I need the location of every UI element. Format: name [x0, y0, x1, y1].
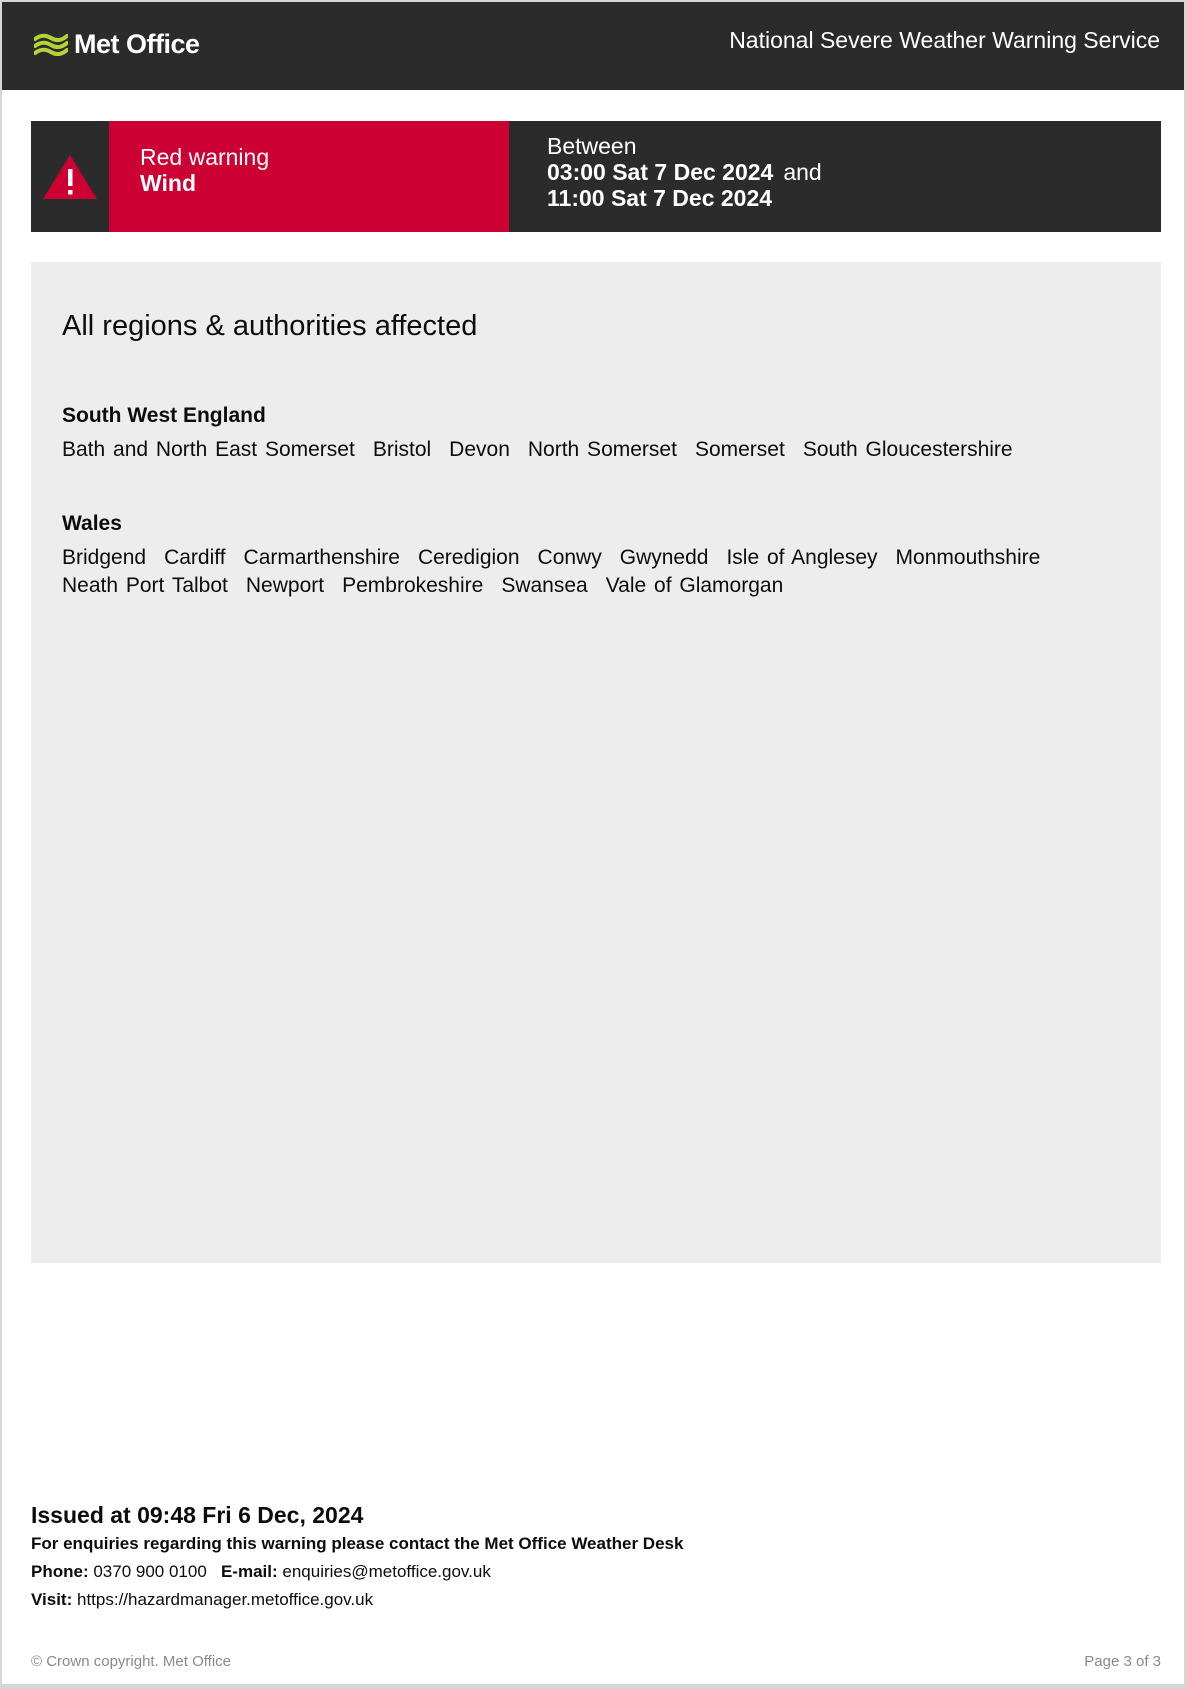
- area-item: Swansea: [501, 574, 588, 597]
- warning-banner: [31, 121, 1161, 232]
- area-item: Conwy: [537, 546, 602, 569]
- area-item: Carmarthenshire: [243, 546, 400, 569]
- area-item: Neath Port Talbot: [62, 574, 228, 597]
- area-item: Isle of Anglesey: [726, 546, 878, 569]
- wave-lines-icon: [34, 32, 68, 56]
- warning-level-cell: [109, 121, 509, 232]
- area-item: Bridgend: [62, 546, 147, 569]
- area-list: [62, 547, 1122, 597]
- met-office-logo[interactable]: [34, 26, 200, 62]
- contact-line: [31, 1562, 491, 1582]
- regions-title: All regions & authorities affected: [62, 310, 478, 342]
- start-line: [547, 159, 822, 186]
- visit-line: [31, 1590, 373, 1610]
- area-item: Bath and North East Somerset: [62, 438, 355, 461]
- visit-link[interactable]: https://hazardmanager.metoffice.gov.uk: [77, 1590, 374, 1609]
- start-time: 03:00 Sat 7 Dec 2024: [547, 159, 774, 185]
- region-name: Wales: [62, 512, 122, 535]
- region-name: South West England: [62, 404, 266, 427]
- email-label: E-mail:: [220, 1562, 278, 1581]
- enquiries-note: For enquiries regarding this warning please contact the Met Office Weather Desk: [31, 1534, 684, 1553]
- region-group-south-west-england: [62, 404, 1122, 461]
- warning-level: Red warning: [140, 144, 270, 170]
- area-item: Bristol: [372, 438, 432, 461]
- area-item: Monmouthshire: [895, 546, 1041, 569]
- area-item: South Gloucestershire: [802, 438, 1013, 461]
- area-item: Ceredigion: [417, 546, 520, 569]
- header-bar: [2, 2, 1184, 90]
- area-item: Newport: [245, 574, 325, 597]
- end-time: 11:00 Sat 7 Dec 2024: [547, 185, 773, 211]
- service-title: National Severe Weather Warning Service: [729, 27, 1160, 53]
- email-link[interactable]: enquiries@metoffice.gov.uk: [282, 1562, 491, 1581]
- area-item: Pembrokeshire: [342, 574, 484, 597]
- area-item: North Somerset: [527, 438, 677, 461]
- area-item: Somerset: [694, 438, 785, 461]
- issued-time: Issued at 09:48 Fri 6 Dec, 2024: [31, 1502, 364, 1528]
- visit-label: Visit:: [31, 1590, 73, 1609]
- area-item: Cardiff: [164, 546, 226, 569]
- regions-panel: [31, 262, 1161, 1263]
- area-item: Devon: [449, 438, 510, 461]
- warning-period: [509, 121, 1161, 232]
- warning-type: Wind: [140, 170, 196, 196]
- phone-label: Phone:: [31, 1562, 89, 1581]
- brand-name: Met Office: [74, 28, 200, 59]
- warning-document-page: [2, 2, 1184, 1684]
- between-label: Between: [547, 133, 637, 159]
- warning-icon-cell: [31, 121, 109, 232]
- page-number: Page 3 of 3: [1084, 1653, 1161, 1670]
- region-group-wales: [62, 512, 1122, 597]
- phone-number[interactable]: 0370 900 0100: [93, 1562, 207, 1581]
- area-item: Gwynedd: [619, 546, 709, 569]
- area-list: [62, 439, 1122, 461]
- and-label: and: [783, 159, 822, 185]
- copyright: © Crown copyright. Met Office: [31, 1653, 232, 1670]
- area-item: Vale of Glamorgan: [605, 574, 784, 597]
